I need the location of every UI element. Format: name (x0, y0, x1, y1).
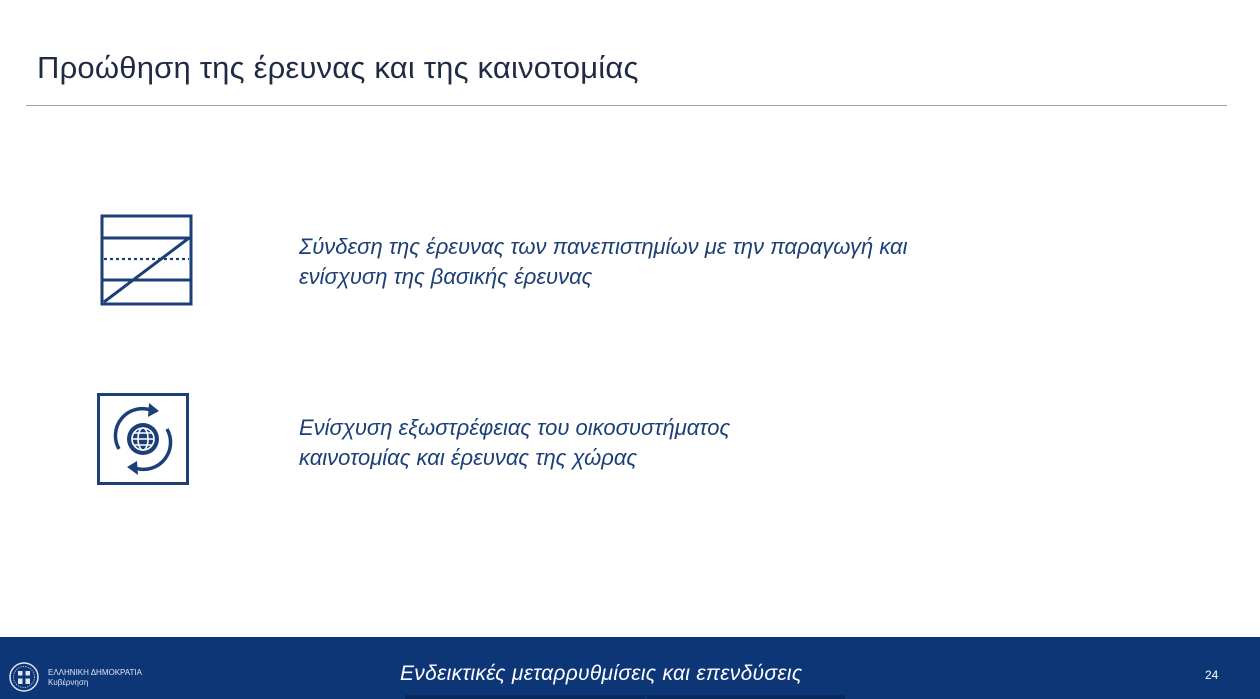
title-divider (26, 105, 1227, 106)
logo-text-line: ΕΛΛΗΝΙΚΗ ΔΗΜΟΚΡΑΤΙΑ (48, 668, 142, 677)
footer-tabs (405, 695, 845, 699)
item-text-ecosystem-outreach (299, 413, 730, 473)
footer-caption: Ενδεικτικές μεταρρυθμίσεις και επενδύσεις (400, 662, 803, 685)
footer-tab (647, 695, 845, 699)
item-text-line: καινοτομίας και έρευνας της χώρας (299, 445, 638, 470)
page-number: 24 (1205, 668, 1219, 682)
item-text-line: Σύνδεση της έρευνας των πανεπιστημίων με την παραγωγή και (299, 234, 908, 259)
footer-bar (0, 637, 1260, 699)
slide-title: Προώθηση της έρευνας και της καινοτομίας (37, 50, 639, 85)
greek-emblem-logo (8, 661, 40, 693)
chart-crossing-line-icon (100, 214, 193, 306)
item-text-line: ενίσχυση της βασικής έρευνας (299, 264, 593, 289)
logo-text-line: Κυβέρνηση (48, 678, 89, 687)
footer-tab (405, 695, 645, 699)
globe-cycle-icon (97, 393, 189, 485)
logo-wordmark (48, 668, 142, 688)
item-text-line: Ενίσχυση εξωστρέφειας του οικοσυστήματος (299, 415, 731, 440)
item-text-research-production (299, 232, 907, 292)
